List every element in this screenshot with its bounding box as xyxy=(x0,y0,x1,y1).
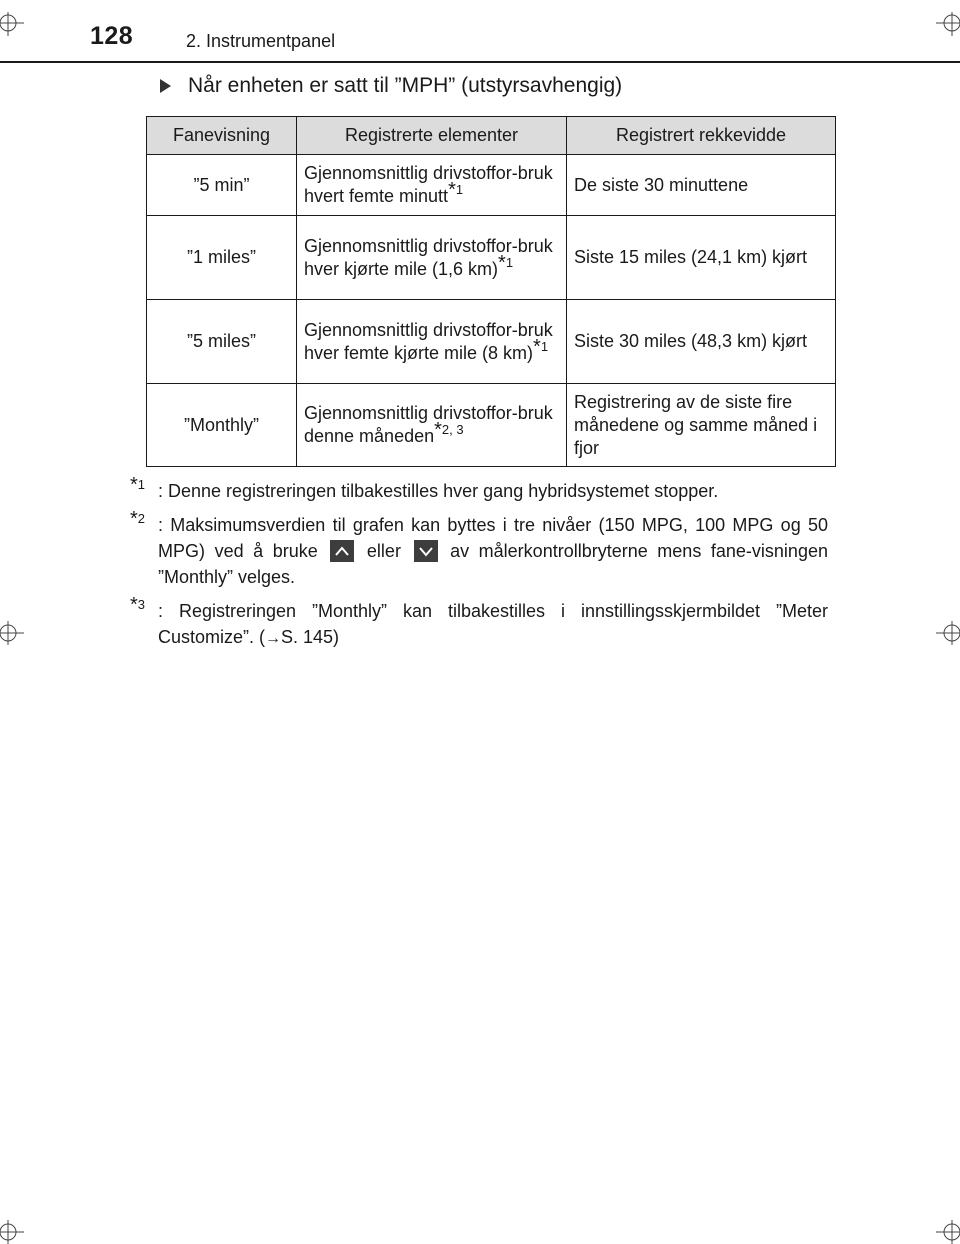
range-cell: Siste 15 miles (24,1 km) kjørt xyxy=(567,216,836,300)
range-cell: Siste 30 miles (48,3 km) kjørt xyxy=(567,300,836,384)
page-number: 128 xyxy=(90,22,134,50)
crop-mark-icon xyxy=(0,1218,26,1244)
crop-mark-icon xyxy=(0,12,30,42)
items-cell: Gjennomsnittlig drivstoffor-bruk hver femte kjørte mile (8 km)$^{*1}$ xyxy=(297,300,567,384)
crop-mark-icon xyxy=(934,12,960,42)
tab-cell: ”1 miles” xyxy=(147,216,297,300)
footnote-1: $^{*1}$ : Denne registreringen tilbakestilles hver gang hybridsystemet stopper. xyxy=(130,474,719,501)
down-chevron-button-icon xyxy=(414,540,438,562)
up-chevron-button-icon xyxy=(330,540,354,562)
page-reference-link[interactable]: S. 145) xyxy=(281,627,340,647)
crop-mark-icon xyxy=(934,1218,960,1244)
range-cell: Registrering av de siste fire månedene og samme måned i fjor xyxy=(567,384,836,467)
subheading xyxy=(160,74,622,98)
crop-mark-icon xyxy=(0,620,26,646)
items-cell: Gjennomsnittlig drivstoffor-bruk hver kjørte mile (1,6 km)$^{*1}$ xyxy=(297,216,567,300)
tab-cell: ”5 miles” xyxy=(147,300,297,384)
column-header: Registrert rekkevidde xyxy=(567,117,836,155)
items-cell: Gjennomsnittlig drivstoffor-bruk denne måneden$^{*2, 3}$ xyxy=(297,384,567,467)
arrow-right-icon: → xyxy=(265,630,282,647)
column-header: Registrerte elementer xyxy=(297,117,567,155)
table-row xyxy=(147,300,836,384)
header-divider xyxy=(0,61,960,63)
section-title: 2. Instrumentpanel xyxy=(186,31,336,51)
table-header-row xyxy=(147,117,836,155)
range-cell: De siste 30 minuttene xyxy=(567,155,836,216)
items-cell: Gjennomsnittlig drivstoffor-bruk hvert femte minutt$^{*1}$ xyxy=(297,155,567,216)
footnote-2: $^{*2}$ : Maksimumsverdien til grafen kan byttes i tre nivåer (150 MPG, 100 MPG og 50 MPG) ved å bruke eller av målerkontrollbryterne mens fane-visningen ”Monthly” velges. xyxy=(130,508,828,587)
table-row xyxy=(147,216,836,300)
subheading-text: Når enheten er satt til ”MPH” (utstyrsavhengig) xyxy=(188,74,623,97)
crop-mark-icon xyxy=(934,620,960,646)
table-row xyxy=(147,384,836,467)
records-table xyxy=(146,116,836,467)
tab-cell: ”Monthly” xyxy=(147,384,297,467)
tab-cell: ”5 min” xyxy=(147,155,297,216)
column-header: Fanevisning xyxy=(147,117,297,155)
footnote-3: $^{*3}$ : Registreringen ”Monthly” kan tilbakestilles i innstillingsskjermbildet ”Meter Customize”. (→S. 145) xyxy=(130,594,828,647)
bullet-triangle-icon xyxy=(160,79,171,93)
table-row xyxy=(147,155,836,216)
